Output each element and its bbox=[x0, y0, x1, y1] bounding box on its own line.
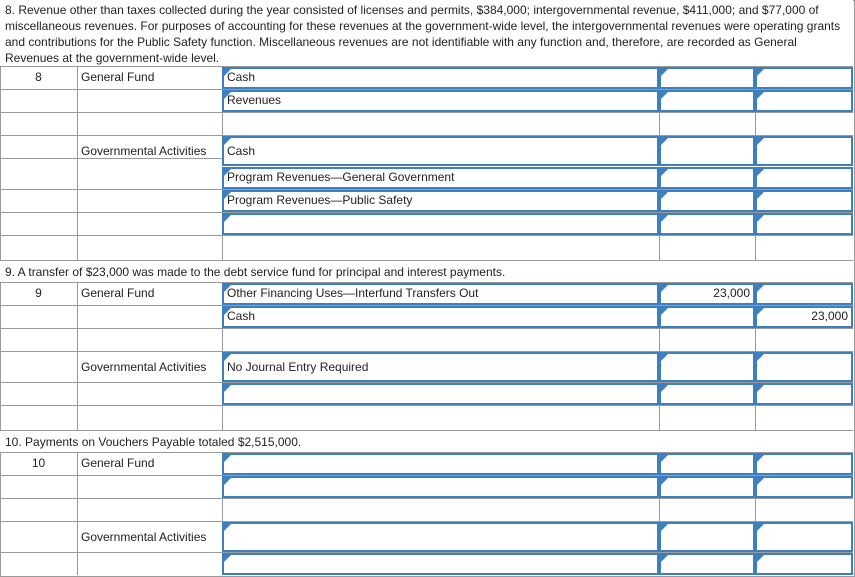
credit-input[interactable] bbox=[755, 522, 853, 552]
entry-8-description: 8. Revenue other than taxes collected during the year consisted of licenses and permits, $384,000; intergovernmental revenue, $411,000; and $77,000 of miscellaneous revenues. For purposes of accounting for these revenues at the government-wide level, the intergovernmental revenues were operating grants and contributions for the Public Safety function. Miscellaneous revenues are not identifiable with any function and, therefore, are recorded as General Revenues at the government-wide level. bbox=[0, 0, 853, 67]
debit-input[interactable] bbox=[659, 383, 755, 405]
table-row bbox=[0, 476, 853, 499]
fund-label: Governmental Activities bbox=[81, 530, 207, 544]
credit-input[interactable] bbox=[755, 553, 853, 575]
table-row bbox=[0, 553, 853, 575]
debit-input[interactable] bbox=[659, 453, 755, 475]
entry-10-description: 10. Payments on Vouchers Payable totaled $2,515,000. bbox=[0, 431, 853, 453]
table-row bbox=[0, 306, 853, 329]
credit-input[interactable] bbox=[755, 383, 853, 405]
debit-input[interactable] bbox=[659, 522, 755, 552]
entry-number: 10 bbox=[31, 456, 46, 470]
credit-input[interactable] bbox=[755, 283, 853, 305]
fund-label: Governmental Activities bbox=[81, 360, 207, 374]
table-row bbox=[0, 136, 853, 166]
table-row bbox=[0, 406, 853, 431]
account-input[interactable] bbox=[222, 213, 659, 235]
table-row bbox=[0, 113, 853, 136]
debit-input[interactable] bbox=[659, 167, 755, 189]
account-input[interactable] bbox=[222, 476, 659, 498]
debit-input[interactable] bbox=[659, 476, 755, 498]
fund-label: General Fund bbox=[81, 70, 155, 84]
credit-input[interactable] bbox=[755, 352, 853, 382]
entry-number: 9 bbox=[35, 286, 42, 300]
debit-input[interactable] bbox=[659, 553, 755, 575]
table-row bbox=[0, 167, 853, 190]
account-input[interactable]: No Journal Entry Required bbox=[222, 352, 659, 382]
account-input[interactable]: Revenues bbox=[222, 90, 659, 112]
credit-input[interactable] bbox=[755, 213, 853, 235]
debit-input[interactable]: 23,000 bbox=[659, 283, 755, 305]
account-input[interactable]: Program Revenues—General Government bbox=[222, 167, 659, 189]
table-row bbox=[0, 383, 853, 406]
credit-input[interactable] bbox=[755, 476, 853, 498]
debit-input[interactable] bbox=[659, 213, 755, 235]
fund-label: General Fund bbox=[81, 456, 155, 470]
credit-input[interactable] bbox=[755, 90, 853, 112]
table-row bbox=[0, 329, 853, 352]
account-input[interactable] bbox=[222, 453, 659, 475]
fund-label: General Fund bbox=[81, 286, 155, 300]
table-row bbox=[0, 67, 853, 90]
table-row bbox=[0, 213, 853, 236]
credit-input[interactable] bbox=[755, 67, 853, 89]
account-input[interactable]: Cash bbox=[222, 136, 659, 166]
entry-9-description: 9. A transfer of $23,000 was made to the debt service fund for principal and interest payments. bbox=[0, 261, 853, 283]
table-row bbox=[0, 190, 853, 213]
debit-input[interactable] bbox=[659, 136, 755, 166]
debit-input[interactable] bbox=[659, 90, 755, 112]
credit-input[interactable]: 23,000 bbox=[755, 306, 853, 328]
debit-input[interactable] bbox=[659, 352, 755, 382]
credit-input[interactable] bbox=[755, 453, 853, 475]
table-row bbox=[0, 283, 853, 306]
account-input[interactable] bbox=[222, 553, 659, 575]
entry-number: 8 bbox=[35, 70, 42, 84]
table-row bbox=[0, 522, 853, 553]
table-row bbox=[0, 453, 853, 476]
account-input[interactable] bbox=[222, 522, 659, 552]
column-divider bbox=[77, 283, 78, 431]
debit-input[interactable] bbox=[659, 67, 755, 89]
account-input[interactable]: Other Financing Uses—Interfund Transfers Out bbox=[222, 283, 659, 305]
table-row bbox=[0, 236, 853, 261]
account-input[interactable]: Program Revenues—Public Safety bbox=[222, 190, 659, 212]
table-row bbox=[0, 352, 853, 383]
debit-input[interactable] bbox=[659, 306, 755, 328]
account-input[interactable]: Cash bbox=[222, 306, 659, 328]
credit-input[interactable] bbox=[755, 190, 853, 212]
table-row bbox=[0, 499, 853, 522]
account-input[interactable]: Cash bbox=[222, 67, 659, 89]
fund-label: Governmental Activities bbox=[81, 144, 207, 158]
debit-input[interactable] bbox=[659, 190, 755, 212]
column-divider bbox=[77, 67, 78, 261]
table-row bbox=[0, 90, 853, 113]
credit-input[interactable] bbox=[755, 136, 853, 166]
credit-input[interactable] bbox=[755, 167, 853, 189]
column-divider bbox=[77, 453, 78, 575]
account-input[interactable] bbox=[222, 383, 659, 405]
